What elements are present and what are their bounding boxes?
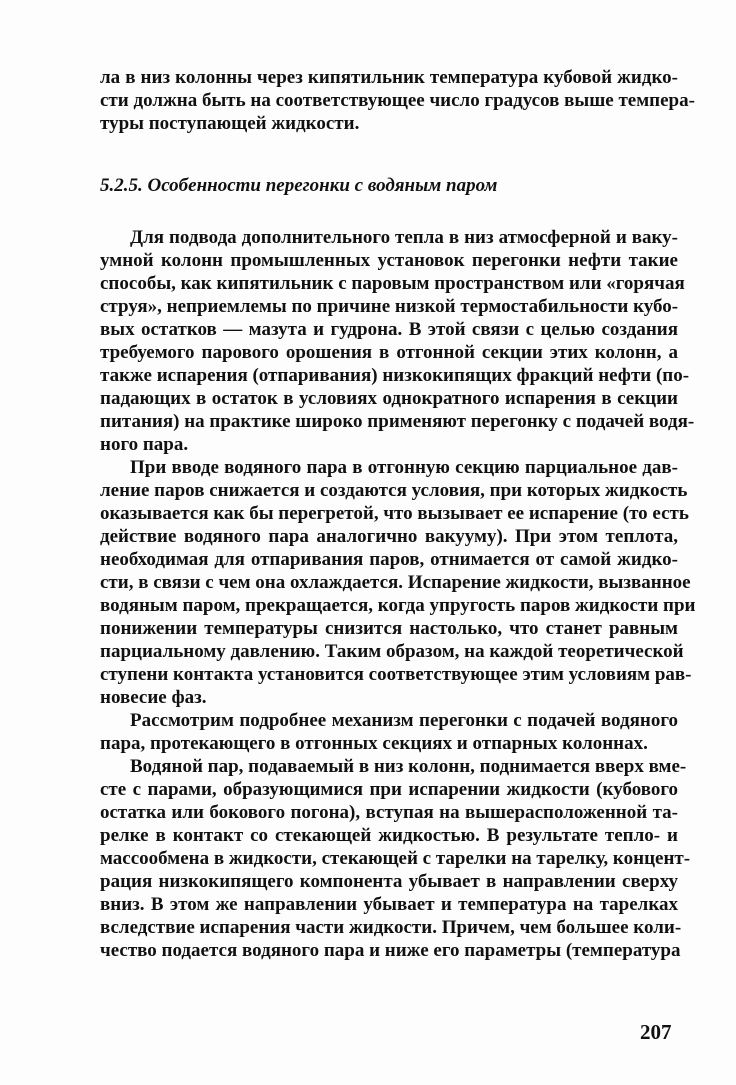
text-line: чество подается водяного пара и ниже его параметры (температура bbox=[100, 940, 681, 961]
text-line: понижении температуры снизится настолько, что станет равным bbox=[100, 618, 678, 639]
text-line: действие водяного пара аналогично вакууму). При этом теплота, bbox=[100, 526, 678, 547]
body-text bbox=[100, 226, 696, 962]
text-line: релке в контакт со стекающей жидкостью. В результате тепло- и bbox=[100, 825, 678, 846]
text-line: массообмена в жидкости, стекающей с тарелки на тарелку, концент- bbox=[100, 848, 691, 869]
text-line: ление паров снижается и создаются условия, при которых жидкость bbox=[100, 480, 688, 501]
text-line: Для подвода дополнительного тепла в низ атмосферной и ваку- bbox=[130, 227, 678, 248]
text-line: новесие фаз. bbox=[100, 687, 207, 708]
section-heading: 5.2.5. Особенности перегонки с водяным паром bbox=[100, 175, 498, 196]
text-line: Водяной пар, подаваемый в низ колонн, поднимается вверх вме- bbox=[130, 756, 687, 777]
text-line: При вводе водяного пара в отгонную секцию парциальное дав- bbox=[130, 457, 678, 478]
text-line: туры поступающей жидкости. bbox=[100, 113, 360, 134]
text-line: Рассмотрим подробнее механизм перегонки с подачей водяного bbox=[130, 710, 678, 731]
text-line: остатка или бокового погона), вступая на вышерасположенной та- bbox=[100, 802, 678, 823]
page-number: 207 bbox=[640, 1020, 672, 1044]
paragraph-3 bbox=[100, 709, 678, 755]
text-line: рация низкокипящего компонента убывает в направлении сверху bbox=[100, 871, 678, 892]
text-line: пара, протекающего в отгонных секциях и отпарных колоннах. bbox=[100, 733, 648, 754]
text-line: требуемого парового орошения в отгонной секции этих колонн, а bbox=[100, 342, 678, 363]
text-line: ла в низ колонны через кипятильник температура кубовой жидко- bbox=[100, 67, 678, 88]
text-line: ного пара. bbox=[100, 434, 189, 455]
text-line: питания) на практике широко применяют перегонку с подачей водя- bbox=[100, 411, 695, 432]
paragraph-1 bbox=[100, 226, 695, 456]
text-line: струя», неприемлемы по причине низкой термостабильности кубо- bbox=[100, 296, 679, 317]
text-line: сти должна быть на соответствующее число градусов выше темпера- bbox=[100, 90, 695, 111]
text-line: необходимая для отпаривания паров, отнимается от самой жидко- bbox=[100, 549, 678, 570]
text-line: умной колонн промышленных установок перегонки нефти такие bbox=[100, 250, 678, 271]
text-line: также испарения (отпаривания) низкокипящих фракций нефти (по- bbox=[100, 365, 690, 386]
text-line: парциальному давлению. Таким образом, на каждой теоретической bbox=[100, 641, 684, 662]
text-line: ступени контакта установится соответствующее этим условиям рав- bbox=[100, 664, 692, 685]
paragraph-2 bbox=[100, 456, 696, 709]
text-line: вниз. В этом же направлении убывает и температура на тарелках bbox=[100, 894, 678, 915]
text-line: сте с парами, образующимися при испарении жидкости (кубового bbox=[100, 779, 678, 800]
text-line: водяным паром, прекращается, когда упругость паров жидкости при bbox=[100, 595, 696, 616]
text-line: вследствие испарения части жидкости. Причем, чем большее коли- bbox=[100, 917, 682, 938]
text-line: вых остатков — мазута и гудрона. В этой связи с целью создания bbox=[100, 319, 678, 340]
text-line: сти, в связи с чем она охлаждается. Испарение жидкости, вызванное bbox=[100, 572, 691, 593]
intro-paragraph bbox=[100, 66, 695, 135]
text-line: падающих в остаток в условиях однократного испарения в секции bbox=[100, 388, 678, 409]
text-line: оказывается как бы перегретой, что вызывает ее испарение (то есть bbox=[100, 503, 689, 524]
text-line: способы, как кипятильник с паровым пространством или «горячая bbox=[100, 273, 685, 294]
paragraph-4 bbox=[100, 755, 691, 962]
